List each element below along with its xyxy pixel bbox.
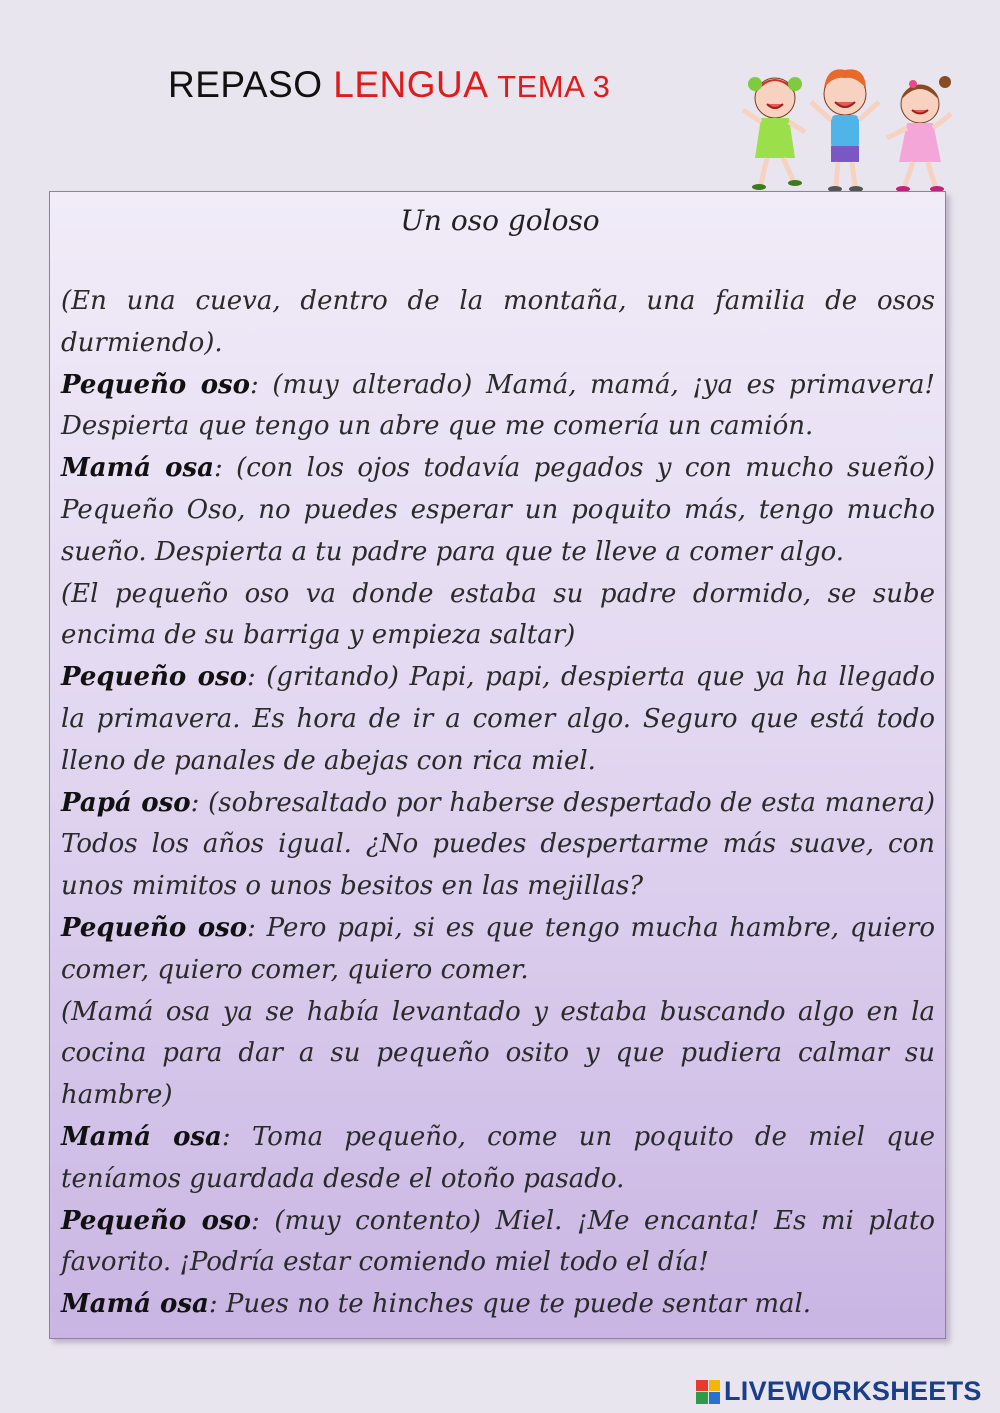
story-paragraph [61,908,935,992]
speaker-name: Mamá osa [61,453,214,484]
speaker-name: Pequeño oso [61,1205,251,1236]
story-paragraph [61,365,935,449]
paragraph-text: : Pues no te hinches que te puede sentar mal. [208,1289,812,1320]
paragraph-text: : Pero papi, si es que tengo mucha hambre, quiero comer, quiero comer, quiero comer. [61,912,935,985]
paragraph-text: : (con los ojos todavía pegados y con mucho sueño) Pequeño Oso, no puedes esperar un poquito más, tengo mucho sueño. Despierta a tu padre para que te lleve a comer algo. [61,453,935,567]
story-paragraph [61,1284,935,1326]
story-paragraph [61,992,935,1117]
story-paragraph [61,574,935,658]
story-paragraph [61,783,935,908]
story-paragraph [61,1201,935,1285]
children-cartoon-icon [735,66,960,196]
paragraph-text: : (muy alterado) Mamá, mamá, ¡ya es primavera! Despierta que tengo un abre que me comería un camión. [61,369,935,442]
paragraph-text: (Mamá osa ya se había levantado y estaba buscando algo en la cocina para dar a su pequeño osito y que pudiera calmar su hambre) [61,996,935,1111]
story-paragraph [61,657,935,782]
story-title: Un oso goloso [400,204,600,237]
paragraph-text: : (gritando) Papi, papi, despierta que ya ha llegado la primavera. Es hora de ir a comer algo. Seguro que está todo lleno de panales de abejas con rica miel. [61,662,935,776]
paragraph-text: : Toma pequeño, come un poquito de miel que teníamos guardada desde el otoño pasado. [61,1121,935,1194]
title-repaso: REPASO [168,64,323,105]
paragraph-text: : (sobresaltado por haberse despertado de esta manera) Todos los años igual. ¿No puedes despertarme más suave, con unos mimitos o unos besitos en las mejillas? [61,787,935,902]
story-paragraph [61,1117,935,1201]
speaker-name: Mamá osa [61,1121,222,1152]
speaker-name: Papá oso [61,787,191,818]
liveworksheets-logo[interactable] [696,1376,982,1407]
story-paragraph [61,448,935,573]
title-lengua: LENGUA [333,64,487,105]
paragraph-text: (El pequeño oso va donde estaba su padre dormido, se sube encima de su barriga y empieza saltar) [61,578,935,651]
liveworksheets-logo-icon [696,1380,720,1404]
paragraph-text: : (muy contento) Miel. ¡Me encanta! Es mi plato favorito. ¡Podría estar comiendo miel todo el día! [61,1205,935,1278]
title-tema: TEMA 3 [497,69,611,104]
speaker-name: Pequeño oso [61,912,248,943]
speaker-name: Pequeño oso [61,662,247,693]
story-paragraph [61,281,935,365]
speaker-name: Mamá osa [61,1289,209,1320]
paragraph-text: (En una cueva, dentro de la montaña, una familia de osos durmiendo). [61,286,935,358]
speaker-name: Pequeño oso [61,369,251,400]
page-title [168,64,610,106]
story-text [61,281,935,1326]
brand-name: LIVEWORKSHEETS [724,1376,982,1406]
